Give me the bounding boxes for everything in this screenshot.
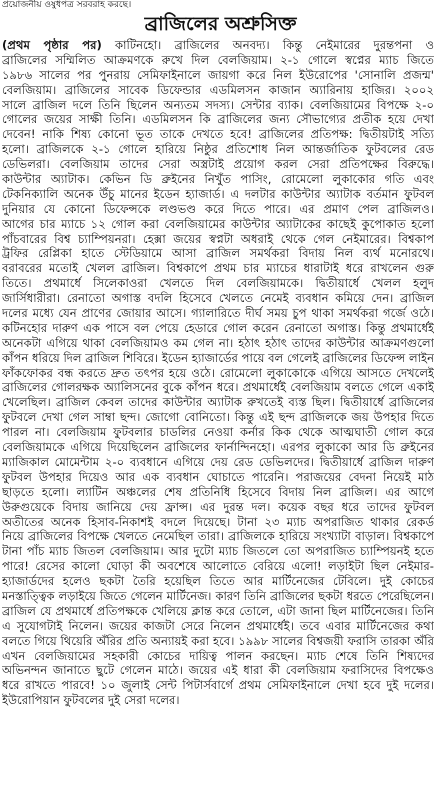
article-line-text: হ্যাজার্ডদের হলেও ছকটা তৈরি হয়েছিল তিতে আর মার্টিনেজের টেবিলে। দুই কোচের [2, 574, 434, 589]
article-line [2, 410, 434, 425]
article-line-text: বেলজিয়ামকে এগিয়ে দিয়েছিলেন ব্রাজিলের ফার্নান্দিনহো। এরপর লুকাকো আর ডি ব্রুইনের [2, 440, 434, 455]
article-line [2, 172, 434, 187]
article-line-text: কাটিনহো। ব্রাজিলের অনবদ্য। কিন্তু নেইমারের দুরন্তপনা ও [101, 38, 434, 52]
article-line [2, 663, 434, 678]
article-line [2, 112, 434, 127]
article-line-text: ফাঁকফোকর বন্ধ করতে দ্রুত তৎপর হয়ে ওঠে। রোমেলো লুকাকোকে এগিয়ে আসতে দেখলেই [2, 365, 434, 380]
article-line-text: বরাবরের মতোই খেলল ব্রাজিল। বিশ্বকাপে প্রথম চার ম্যাচের ধারাটাই ধরে রাখলেন গুরু [2, 261, 434, 276]
article-line [2, 515, 434, 530]
article-line [2, 529, 434, 544]
article-body [2, 38, 434, 793]
article-line [2, 187, 434, 202]
article-line-text: ইউরোপিয়ান ফুটবলের দুই সেরা দলের। [2, 693, 180, 708]
article-line [2, 485, 434, 500]
article-line-text: পারল না। বেলজিয়াম ফুটবলার চাডলির নেওয়া কর্নার কিক থেকে আত্মঘাতী গোল করে [2, 425, 434, 440]
article-line [2, 574, 434, 589]
article-line-text: মনস্তাত্ত্বিক লড়াইয়ে জিতে গেলেন মার্টিনেজ। কারণ তিনি ব্রাজিলের ছকটা ধরতে পেরেছিলেন। [2, 588, 434, 603]
article-line [2, 425, 434, 440]
article-line-text: টেকনিক্যালি অনেক উঁচু মানের ইডেন হ্যাজার্ড। এ দলটার কাউন্টার অ্যাটাক বর্তমান ফুটবল [2, 186, 434, 201]
article-line [2, 217, 434, 232]
article-line [2, 440, 434, 455]
article-line [2, 98, 434, 113]
article-line [2, 470, 434, 485]
article-line [2, 366, 434, 381]
article-line [2, 589, 434, 604]
article-line-text: ম্যাজিকাল মোমেন্টাম ২-০ ব্যবধানে এগিয়ে দেয় রেড ডেভিলদের। দ্বিতীয়ার্ধে ব্রাজিল দারুণ [2, 454, 434, 469]
article-line [2, 83, 434, 98]
article-line [2, 291, 434, 306]
article-line-text: বলতে গিয়ে থিয়েরি অঁরির প্রতি অন্যায়ই করা হবে। ১৯৯৮ সালের বিশ্বজয়ী ফরাসি তারকা অঁরি [2, 633, 434, 648]
article-line-text: ট্রফির রেপ্লিকা হাতে স্টেডিয়ামে আসা ব্রাজিল সমর্থকরা বিদায় নিল ব্যর্থ মনোরথে। [2, 246, 434, 261]
article-line-text: অতীতের অনেক হিসাব-নিকাশই বদলে দিয়েছে। টানা ২৩ ম্যাচ অপরাজিত থাকার রেকর্ড [2, 514, 434, 529]
article-line [2, 351, 434, 366]
continuation-lead: (প্রথম পৃষ্ঠার পর) [2, 38, 102, 52]
article-line-text: অনেকটা এগিয়ে থাকা বেলজিয়ামও কম গেল না। হঠাৎ হঠাৎ তাদের কাউন্টার আক্রমণগুলো [2, 335, 434, 350]
article-line-text: আগের চার ম্যাচে ১২ গোল করা বেলজিয়ামের কাউন্টার অ্যাটাকের কাছেই কুপোকাত হলো [2, 216, 434, 231]
article-line [2, 500, 434, 515]
article-line-text: কাঁপন ধরিয়ে দিল ব্রাজিল শিবিরে। ইডেন হ্যাজার্ডের পায়ে বল গেলেই ব্রাজিলের ডিফেন্স লাইন [2, 350, 434, 365]
article-line-text: পাঁচবারের বিশ্ব চ্যাম্পিয়নরা। হেক্সা জয়ের স্বপ্নটা অধরাই থেকে গেল নেইমারের। বিশ্বকাপ [2, 231, 434, 246]
article-line-text: ব্রাজিলের গোলরক্ষক অ্যালিসনের বুকে কাঁপন ধরে। প্রথমার্ধেই বেলজিয়াম বলতে গেলে একাই [2, 380, 434, 395]
article-line-text: দলের মধ্যে যেন প্রাণের জোয়ার আসে। গ্যালারিতে দীর্ঘ সময় চুপ থাকা সমর্থকরা গর্জে ওঠে। [2, 306, 434, 321]
article-line-text: জার্সিধারীরা। রেনাতো অগাস্ত বদলি হিসেবে খেলতে নেমেই ব্যবধান কমিয়ে দেন। ব্রাজিল [2, 291, 434, 306]
article-line [2, 544, 434, 559]
article-line-text: কাউন্টার অ্যাটাক। কেভিন ডি ব্রুইনের নিখুঁত পাসিং, রোমেলো লুকাকোর গতি এবং [2, 172, 434, 187]
article-line [2, 53, 434, 68]
article-line [2, 68, 434, 83]
article-line [2, 202, 434, 217]
article-line [2, 649, 434, 664]
article-line [2, 276, 434, 291]
article-line-text: তিতে। প্রথমার্ধে সিলেকাওরা খেলতে দিল বেলজিয়ামকে। দ্বিতীয়ার্ধে খেলল হলুদ [2, 276, 434, 291]
article-line-text: ১৯৮৬ সালের পর পুনরায় সেমিফাইনালে জায়গা করে নিল ইউরোপের 'সোনালি প্রজন্ম' [2, 67, 434, 82]
article-line [2, 142, 434, 157]
article-line [2, 634, 434, 649]
article-line [2, 678, 434, 693]
article-line [2, 246, 434, 261]
article-line [2, 693, 434, 708]
article-line [2, 619, 434, 634]
article-line-text: ছাড়তে হলো। ল্যাটিন অঞ্চলের শেষ প্রতিনিধি হিসেবে বিদায় নিল ব্রাজিল। এর আগে [2, 484, 434, 499]
article-line [2, 261, 434, 276]
article-line-text: ব্রাজিলের সম্মিলিত আক্রমণকে রুখে দিল বেলজিয়াম। ২-১ গোলে স্বপ্নের ম্যাচ জিতে [2, 52, 434, 67]
article-line [2, 38, 434, 53]
article-line-text: এখন বেলজিয়ামের সহকারী কোচের দায়িত্ব পালন করছেন। ম্যাচ শেষে তিনি শিষ্যদের [2, 648, 434, 663]
article-line [2, 604, 434, 619]
article-line-text: ধরে রাখতে পারবে! ১০ জুলাই সেন্ট পিটার্সবার্গে প্রথম সেমিফাইনালে দেখা হবে দুই দলের। [2, 678, 434, 693]
article-line-text: পারে! রেসের কালো ঘোড়া কী অবশেষে আলোতে বেরিয়ে এলো! লড়াইটা ছিল নেইমার- [2, 559, 434, 574]
article-line-text: দুনিয়ার যে কোনো ডিফেন্সকে লণ্ডভণ্ড করে দিতে পারে। এর প্রমাণ পেল ব্রাজিলও। [2, 201, 434, 216]
article-line-text: ডেভিলরা। বেলজিয়াম তাদের সেরা অস্ত্রটাই প্রয়োগ করল সেরা প্রতিপক্ষের বিরুদ্ধে। [2, 157, 434, 172]
article-line-text: অভিনন্দন জানাতে ছুটে গেলেন মাঠে। জয়ের এই ধারা কী বেলজিয়াম ফরাসিদের বিপক্ষেও [2, 663, 434, 678]
article-line-text: সালে ব্রাজিল দলে তিনি ছিলেন অন্যতম সদস্য। সেন্টার ব্যাক। বেলজিয়ামের বিপক্ষে ২-০ [2, 97, 434, 112]
article-line-text: টানা পাঁচ ম্যাচ জিতল বেলজিয়াম। আর দুটো ম্যাচ জিতলে তো অপরাজিত চ্যাম্পিয়নই হতে [2, 544, 434, 559]
article-line-text: বেলজিয়াম। ব্রাজিলের সাবেক ডিফেন্ডার এডমিলসন কাজান অ্যারিনায় হাজির। ২০০২ [2, 82, 434, 97]
article-line-text: ব্রাজিল যে প্রথমার্ধে প্রতিপক্ষকে খেলিয়ে ক্লান্ত করে তোলে, এটা জানা ছিল মার্টিনেজের। তিনি [2, 603, 434, 618]
article-line-text: এ সুযোগটাই নিলেন। জয়ের কাজটা সেরে নিলেন প্রথমার্ধেই। তবে এবার মার্টিনেজের কথা [2, 618, 434, 633]
previous-article-tail: প্রয়োজনীয় ওষুধপত্র সরবরাহ করছে। [2, 0, 132, 10]
article-line-text: ফুটবল উপহার দিয়েও আর এক ব্যবধান ঘোচাতে পারেনি। পরাজয়ের বেদনা নিয়েই মাঠ [2, 469, 434, 484]
article-line-text: ফুটবলে দেখা গেল সাম্বা ছন্দ। জোগো বোনিতো। কিন্তু এই ছন্দ ব্রাজিলকে জয় উপহার দিতে [2, 410, 434, 425]
article-line [2, 559, 434, 574]
article-line-text: কটিনহোর দারুণ এক পাসে বল পেয়ে হেডারে গোল করেন রেনাতো অগাস্ত। কিন্তু প্রথমার্ধেই [2, 320, 434, 335]
article-line [2, 455, 434, 470]
article-line-text: দেবেন! নাকি শিষ্য কোনো ভূত তাকে দেখতে হবে! ব্রাজিলের প্রতিপক্ষ: দ্বিতীয়টাই সত্যি [2, 127, 434, 142]
article-line-text: উরুগুয়েকে বিদায় জানিয়ে দেয় ফ্রান্স। এর দুরন্ত দল। কয়েক বছর ধরে তাদের ফুটবল [2, 499, 434, 514]
article-line [2, 157, 434, 172]
article-line [2, 380, 434, 395]
article-line [2, 232, 434, 247]
article-line-text: হলো। ব্রাজিলকে ২-১ গোলে হারিয়ে নিষ্ঠুর প্রতিশোধ নিল আন্তর্জাতিক ফুটবলের রেড [2, 142, 434, 157]
article-line [2, 306, 434, 321]
article-line [2, 321, 434, 336]
article-line [2, 127, 434, 142]
article-line-text: নিয়ে ব্রাজিলের বিপক্ষে খেলতে নেমেছিল তারা। ব্রাজিলকে হারিয়ে সংখ্যাটা বাড়াল। বিশ্বকাপে [2, 529, 434, 544]
article-line [2, 336, 434, 351]
article-line [2, 395, 434, 410]
article-headline: ব্রাজিলের অশ্রুসিক্ত [144, 13, 297, 35]
article-line-text: গোলের জয়ের সাক্ষী তিনি। এডমিলসন কি ব্রাজিলের জন্য সৌভাগ্যের প্রতীক হয়ে দেখা [2, 112, 434, 127]
article-line-text: খেলেছিল। ব্রাজিল কেবল তাদের কাউন্টার অ্যাটাক রুখতেই ব্যস্ত ছিল। দ্বিতীয়ার্ধে ব্রাজিলের [2, 395, 434, 410]
